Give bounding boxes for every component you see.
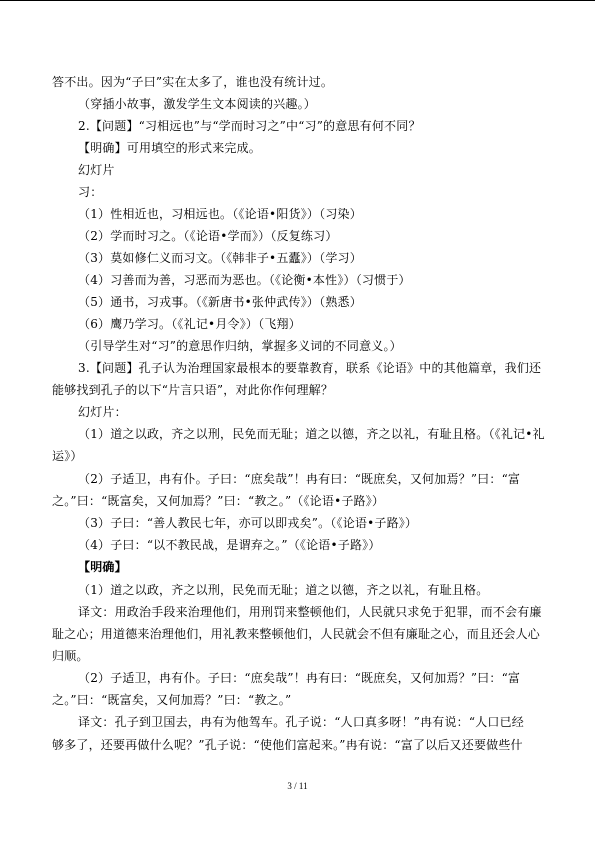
text-line: （4）习善而为善，习恶而为恶也。（《论衡•本性》）（习惯于） [78, 273, 411, 287]
text-line: （2）子适卫，冉有仆。子曰：“庶矣哉”！冉有曰：“既庶矣，又何加焉？”曰：“富 [78, 472, 521, 486]
text-line: 【明确】 [78, 560, 127, 574]
text-line: 能够找到孔子的以下“片言只语”，对此你作何理解？ [52, 383, 334, 397]
text-line: （2）子适卫，冉有仆。子曰：“庶矣哉”！冉有曰：“既庶矣，又何加焉？”曰：“富 [78, 671, 521, 685]
page-number: 3 / 11 [287, 781, 308, 791]
text-line: 运》） [52, 449, 83, 463]
text-line: （2）学而时习之。（《论语•学而》）（反复练习） [78, 229, 338, 243]
text-line: 译文：用政治手段来治理他们，用刑罚来整顿他们，人民就只求免于犯罪，而不会有廉 [78, 605, 542, 619]
text-line: （1）性相近也，习相远也。（《论语•阳货》）（习染） [78, 207, 362, 221]
text-line: （6）鹰乃学习。（《礼记•月令》）（飞翔） [78, 317, 301, 331]
text-line: （穿插小故事，激发学生文本阅读的兴趣。） [78, 97, 317, 111]
text-line: （4）子曰：“以不教民战，是谓弃之。”（《论语•子路》） [78, 538, 381, 552]
text-line: 答不出。因为“子曰”实在太多了，谁也没有统计过。 [52, 75, 334, 89]
text-line: 【明确】可用填空的形式来完成。 [78, 141, 262, 155]
text-line: 译文：孔子到卫国去，冉有为他驾车。孔子说：“人口真多呀！”冉有说：“人口已经 [78, 715, 525, 729]
text-line: （5）通书，习戎事。（《新唐书•张仲武传》）（熟悉） [78, 295, 362, 309]
text-line: （3）子曰：“善人教民七年，亦可以即戎矣”。（《论语•子路》） [78, 516, 418, 530]
text-line: 够多了，还要再做什么呢？”孔子说：“使他们富起来。”冉有说：“富了以后又还要做些什 [52, 738, 523, 752]
text-line: 之。”曰：“既富矣，又何加焉？”曰：“教之。”（《论语•子路》） [52, 494, 385, 508]
text-line: 之。”曰：“既富矣，又何加焉？”曰：“教之。” [52, 693, 292, 707]
text-line: 幻灯片 [78, 163, 115, 177]
text-line: （1）道之以政，齐之以刑，民免而无耻；道之以德，齐之以礼，有耻且格。（《礼记•礼 [78, 427, 545, 441]
text-line: 习： [78, 185, 103, 199]
text-line: 归顺。 [52, 649, 89, 663]
text-line: 幻灯片： [78, 405, 127, 419]
text-line: （3）莫如修仁义而习文。（《韩非子•五蠹》）（学习） [78, 251, 362, 265]
text-line: 2.【问题】“习相远也”与“学而时习之”中“习”的意思有何不同？ [78, 119, 421, 133]
text-line: 耻之心；用道德来治理他们，用礼教来整顿他们，人民就会不但有廉耻之心，而且还会人心 [52, 627, 541, 641]
text-line: （引导学生对“习”的意思作归纳，掌握多义词的不同意义。） [78, 339, 402, 353]
text-line: （1）道之以政，齐之以刑，民免而无耻；道之以德，齐之以礼，有耻且格。 [78, 583, 489, 597]
text-line: 3.【问题】孔子认为治理国家最根本的要靠教育，联系《论语》中的其他篇章，我们还 [78, 361, 542, 375]
